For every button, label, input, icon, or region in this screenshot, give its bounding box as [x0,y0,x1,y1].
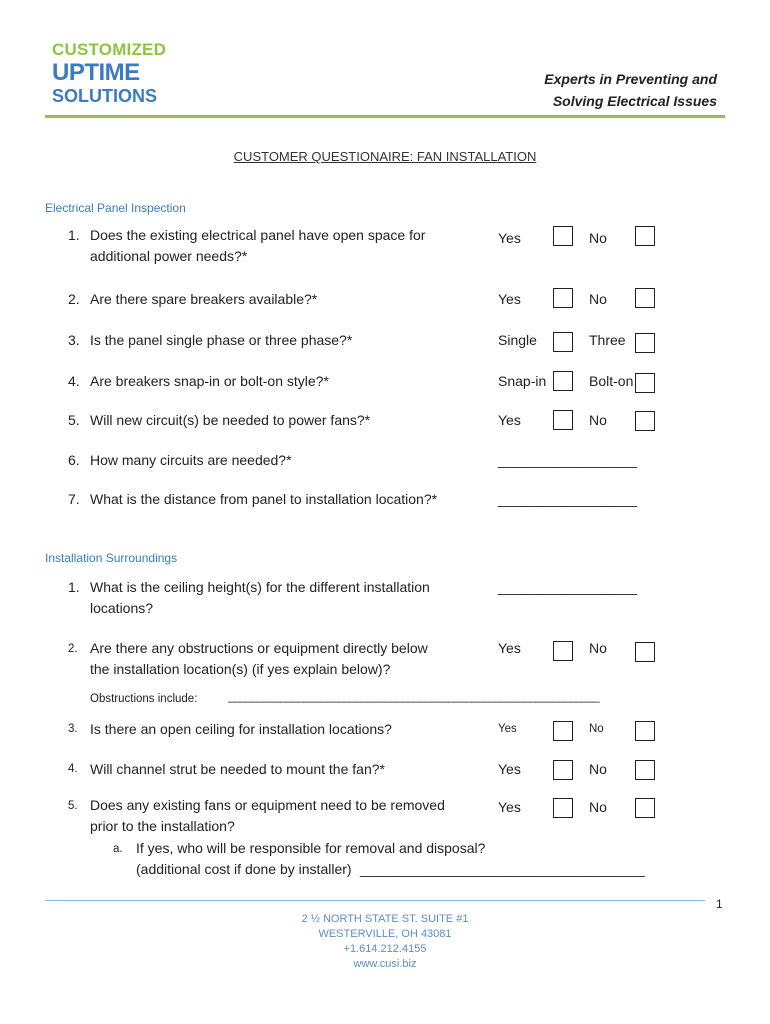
question-number: 2. [68,643,78,655]
footer-address-line-2: WESTERVILLE, OH 43081 [318,928,452,940]
checkbox-yes[interactable] [553,641,573,661]
checkbox-single[interactable] [553,332,573,352]
footer-address-line-1: 2 ½ NORTH STATE ST. SUITE #1 [301,913,469,925]
option-label-three: Three [589,332,626,348]
checkbox-no[interactable] [635,798,655,818]
question-text [90,795,445,837]
question-text: Is there an open ceiling for installation locations? [90,721,392,737]
option-label-no: No [589,640,607,656]
checkbox-yes[interactable] [553,721,573,741]
section-heading-surroundings: Installation Surroundings [45,551,178,565]
option-label-no: No [589,412,607,428]
checkbox-no[interactable] [635,642,655,662]
question-line: Are there any obstructions or equipment directly below [90,640,428,656]
checkbox-no[interactable] [635,411,655,431]
question-text: Are breakers snap-in or bolt-on style?* [90,373,329,389]
question-line: Does any existing fans or equipment need to be removed [90,797,445,813]
question-text: Will new circuit(s) be needed to power fans?* [90,412,371,428]
checkbox-yes[interactable] [553,410,573,430]
section-heading-panel: Electrical Panel Inspection [45,201,186,215]
footer-website[interactable]: www.cusi.biz [353,958,417,970]
question-text [90,577,430,619]
answer-blank[interactable]: _______________________________________ [360,861,645,877]
question-text: What is the distance from panel to installation location?* [90,491,438,507]
checkbox-yes[interactable] [553,288,573,308]
option-label-yes: Yes [498,799,521,815]
logo-line-customized: CUSTOMIZED [52,40,167,59]
checkbox-yes[interactable] [553,798,573,818]
question-number: 4. [68,763,78,775]
question-text: Is the panel single phase or three phase?* [90,332,353,348]
footer-divider [45,900,705,901]
option-label-no: No [589,230,607,246]
header-divider [45,115,725,118]
checkbox-no[interactable] [635,226,655,246]
sub-question-line-1: If yes, who will be responsible for removal and disposal? [136,840,486,856]
checkbox-no[interactable] [635,760,655,780]
checkbox-three[interactable] [635,333,655,353]
question-number: 5. [68,412,80,428]
answer-blank[interactable]: ___________________ [498,579,637,595]
question-number: 5. [68,800,78,812]
option-label-no: No [589,799,607,815]
question-line: additional power needs?* [90,248,248,264]
question-number: 7. [68,491,80,507]
question-number: 2. [68,291,80,307]
obstructions-blank[interactable]: ________________________________________________________________ [228,691,599,703]
option-label-snap-in: Snap-in [498,373,547,389]
obstructions-label: Obstructions include: [90,693,198,705]
question-number: 6. [68,452,80,468]
question-line: locations? [90,600,154,616]
footer-phone: +1.614.212.4155 [343,943,427,955]
question-line: the installation location(s) (if yes explain below)? [90,661,391,677]
option-label-yes: Yes [498,723,517,735]
option-label-yes: Yes [498,412,521,428]
page-number: 1 [716,897,723,911]
question-text [90,225,425,267]
checkbox-yes[interactable] [553,226,573,246]
question-line: Does the existing electrical panel have open space for [90,227,426,243]
question-number: 3. [68,332,80,348]
option-label-bolt-on: Bolt-on [589,373,634,389]
question-text [90,638,428,680]
logo-line-uptime: UPTIME [52,59,140,86]
question-number: 4. [68,373,80,389]
footer-address [0,912,770,972]
option-label-no: No [589,723,604,735]
tagline-line-1: Experts in Preventing and [544,71,717,87]
answer-blank[interactable]: ___________________ [498,491,637,507]
answer-blank[interactable]: ___________________ [498,452,637,468]
option-label-no: No [589,291,607,307]
question-text: Are there spare breakers available?* [90,291,318,307]
question-line: prior to the installation? [90,818,235,834]
question-number: 3. [68,723,78,735]
checkbox-snap-in[interactable] [553,371,573,391]
question-text: Will channel strut be needed to mount the fan?* [90,761,385,777]
option-label-no: No [589,761,607,777]
option-label-yes: Yes [498,640,521,656]
checkbox-yes[interactable] [553,760,573,780]
question-number: 1. [68,227,80,243]
option-label-single: Single [498,332,537,348]
checkbox-no[interactable] [635,288,655,308]
option-label-yes: Yes [498,230,521,246]
question-line: What is the ceiling height(s) for the different installation [90,579,430,595]
option-label-yes: Yes [498,291,521,307]
question-text: How many circuits are needed?* [90,452,292,468]
page-title: CUSTOMER QUESTIONAIRE: FAN INSTALLATION [233,149,537,164]
tagline-line-2: Solving Electrical Issues [552,93,717,109]
company-logo [52,40,167,106]
logo-line-solutions: SOLUTIONS [52,86,158,106]
sub-question-line-2: (additional cost if done by installer) [136,861,352,877]
checkbox-bolt-on[interactable] [635,373,655,393]
checkbox-no[interactable] [635,721,655,741]
option-label-yes: Yes [498,761,521,777]
sub-question-letter: a. [113,843,123,855]
question-number: 1. [68,579,80,595]
